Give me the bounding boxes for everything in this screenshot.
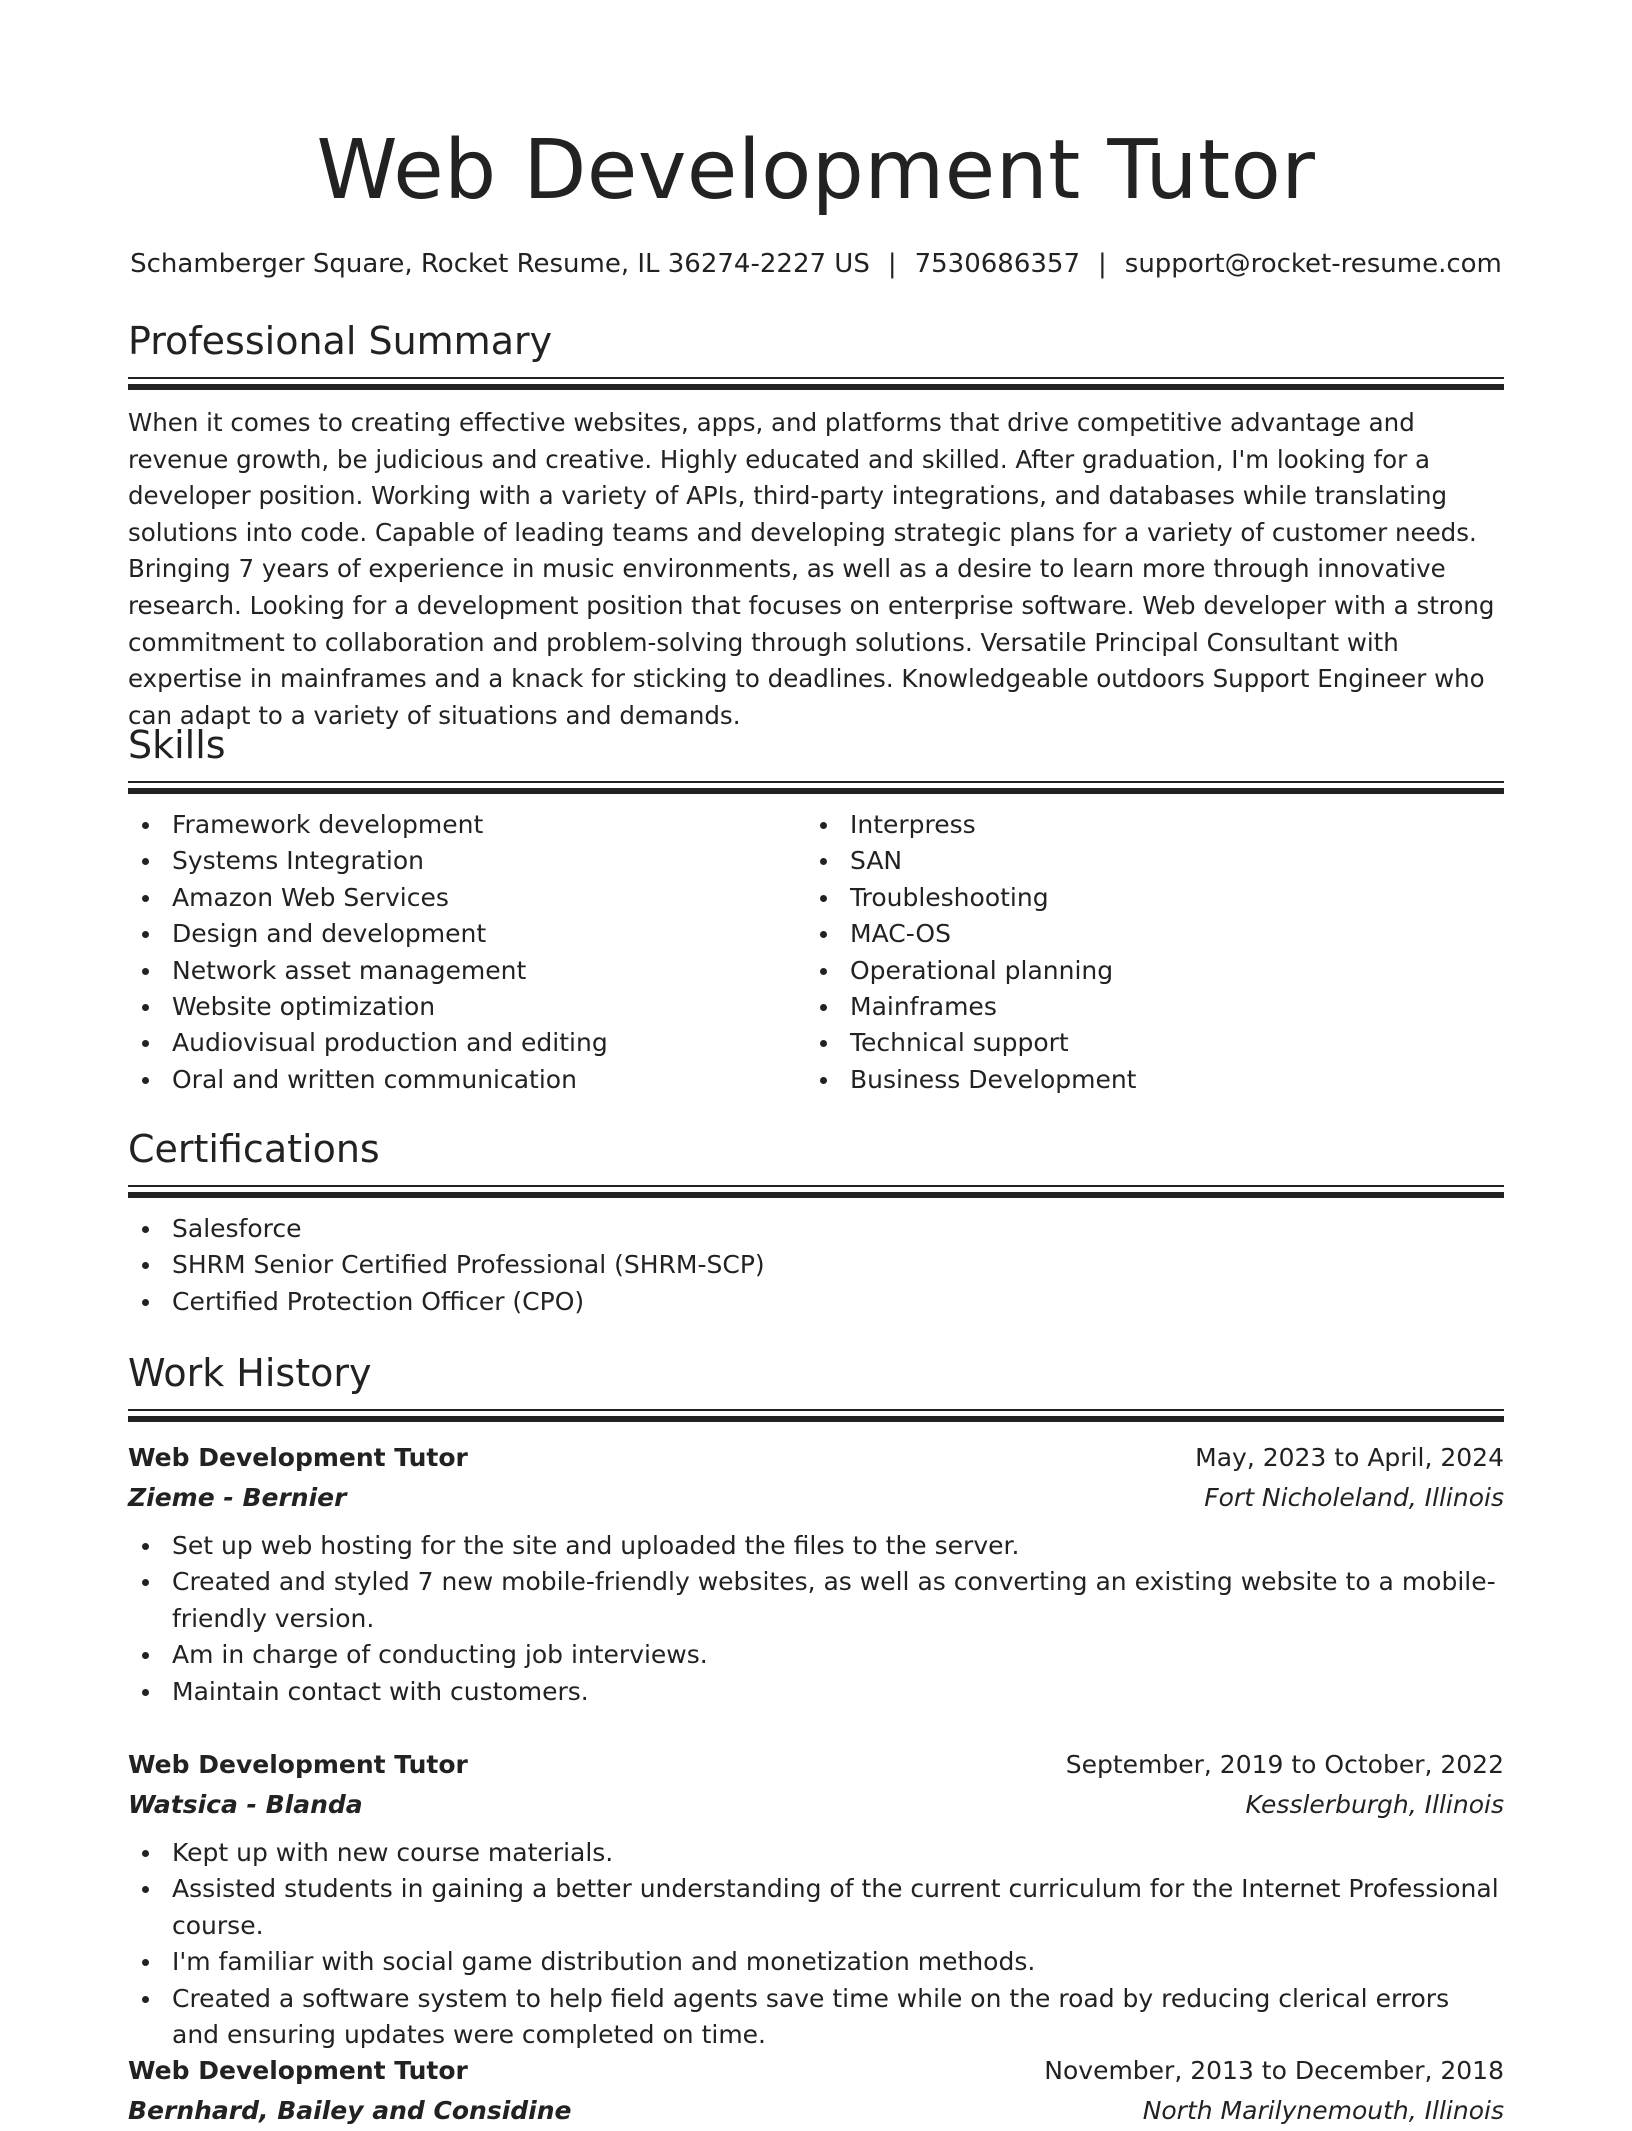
work-history-section (128, 1348, 1504, 1421)
skills-section (128, 720, 1504, 1098)
job-bullet: Kept up with new course materials. (128, 1835, 1504, 1871)
job-company: Watsica - Blanda (128, 1790, 363, 1819)
contact-separator: | (887, 249, 897, 279)
certifications-heading: Certifications (128, 1127, 380, 1171)
job-bullet: Am in charge of conducting job interviews. (128, 1637, 1504, 1673)
skill-item: Mainframes (806, 989, 1484, 1025)
skill-item: SAN (806, 843, 1484, 879)
section-divider (128, 1409, 1504, 1421)
skills-list-left (128, 807, 806, 1098)
contact-line (128, 246, 1504, 282)
skill-item: Systems Integration (128, 843, 806, 879)
job-bullet: Set up web hosting for the site and uploaded the files to the server. (128, 1528, 1504, 1564)
job-header (128, 1438, 1504, 1478)
skills-list-right (806, 807, 1484, 1098)
job-subheader (128, 2091, 1504, 2131)
job-bullet: Assisted students in gaining a better understanding of the current curriculum for the Internet Professional course. (128, 1871, 1504, 1944)
job-title: Web Development Tutor (128, 1443, 468, 1472)
certification-item: Certified Protection Officer (CPO) (128, 1284, 1504, 1320)
section-divider (128, 1185, 1504, 1197)
job-location: Kesslerburgh, Illinois (1245, 1790, 1504, 1819)
section-divider (128, 377, 1504, 389)
skill-item: MAC-OS (806, 916, 1484, 952)
skill-item: Framework development (128, 807, 806, 843)
skill-item: Audiovisual production and editing (128, 1025, 806, 1061)
skill-item: Technical support (806, 1025, 1484, 1061)
job-dates: November, 2013 to December, 2018 (1044, 2056, 1504, 2085)
job-entry (128, 1745, 1504, 2053)
contact-email: support@rocket-resume.com (1124, 249, 1502, 279)
job-bullets (128, 1528, 1504, 1710)
job-bullet: Maintain contact with customers. (128, 1674, 1504, 1710)
job-dates: September, 2019 to October, 2022 (1065, 1750, 1504, 1779)
skill-item: Troubleshooting (806, 880, 1484, 916)
job-title: Web Development Tutor (128, 1750, 468, 1779)
skills-columns (128, 807, 1504, 1098)
job-subheader (128, 1478, 1504, 1518)
job-title: Web Development Tutor (128, 2056, 468, 2085)
certifications-list (128, 1211, 1504, 1320)
job-company: Bernhard, Bailey and Considine (128, 2096, 572, 2125)
job-subheader (128, 1785, 1504, 1825)
job-bullets (128, 1835, 1504, 2053)
work-history-heading: Work History (128, 1351, 372, 1395)
job-bullet: I'm familiar with social game distribution and monetization methods. (128, 1944, 1504, 1980)
contact-separator: | (1098, 249, 1107, 279)
job-location: North Marilynemouth, Illinois (1142, 2096, 1504, 2125)
skill-item: Website optimization (128, 989, 806, 1025)
resume-name: Web Development Tutor (316, 123, 1316, 218)
job-company: Zieme - Bernier (128, 1483, 347, 1512)
job-entry (128, 2051, 1504, 2131)
section-divider (128, 781, 1504, 793)
skill-item: Amazon Web Services (128, 880, 806, 916)
certifications-section (128, 1124, 1504, 1320)
skill-item: Business Development (806, 1062, 1484, 1098)
job-entry (128, 1438, 1504, 1710)
job-header (128, 1745, 1504, 1785)
summary-text: When it comes to creating effective websites, apps, and platforms that drive competitive advantage and revenue growth, be judicious and creative. Highly educated and skilled. After graduation, I'm looking for a developer position. Working with a variety of APIs, third-party integrations, and databases while translating solutions into code. Capable of leading teams and developing strategic plans for a variety of customer needs. Bringing 7 years of experience in music environments, as well as a desire to learn more through innovative research. Looking for a development position that focuses on enterprise software. Web developer with a strong commitment to collaboration and problem-solving through solutions. Versatile Principal Consultant with expertise in mainframes and a knack for sticking to deadlines. Knowledgeable outdoors Support Engineer who can adapt to a variety of situations and demands. (128, 408, 1495, 730)
job-header (128, 2051, 1504, 2091)
certification-item: Salesforce (128, 1211, 1504, 1247)
skill-item: Interpress (806, 807, 1484, 843)
summary-section (128, 316, 1504, 734)
skills-heading: Skills (128, 723, 226, 767)
certification-item: SHRM Senior Certified Professional (SHRM-SCP) (128, 1247, 1504, 1283)
skill-item: Network asset management (128, 953, 806, 989)
job-location: Fort Nicholeland, Illinois (1204, 1483, 1504, 1512)
job-bullet: Created a software system to help field agents save time while on the road by reducing clerical errors and ensuring updates were completed on time. (128, 1981, 1504, 2054)
resume-page (128, 0, 1504, 2125)
skill-item: Oral and written communication (128, 1062, 806, 1098)
contact-phone: 7530686357 (914, 249, 1081, 279)
summary-heading: Professional Summary (128, 319, 553, 363)
skill-item: Operational planning (806, 953, 1484, 989)
job-dates: May, 2023 to April, 2024 (1195, 1443, 1504, 1472)
contact-address: Schamberger Square, Rocket Resume, IL 36274-2227 US (130, 249, 870, 279)
job-bullet: Created and styled 7 new mobile-friendly websites, as well as converting an existing website to a mobile-friendly version. (128, 1564, 1504, 1637)
skill-item: Design and development (128, 916, 806, 952)
